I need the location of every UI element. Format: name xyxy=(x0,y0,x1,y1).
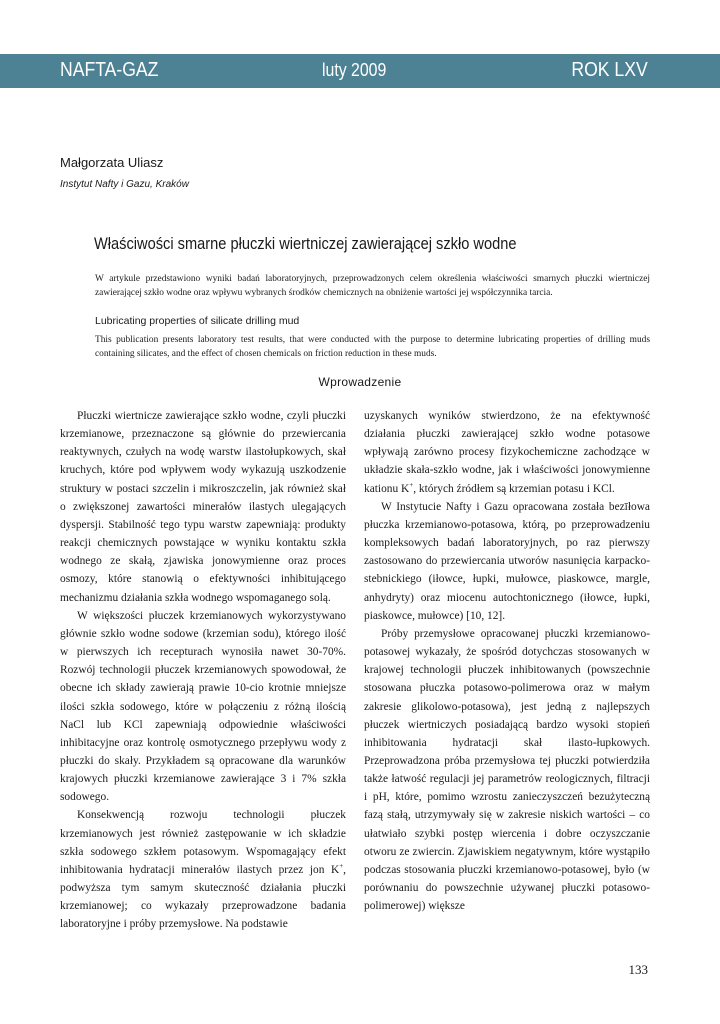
paragraph: W Instytucie Nafty i Gazu opracowana została bezīłowa płuczka krzemianowo-potasowa, którą, po przeprowadzeniu kompleksowych badań laboratoryjnych, po raz pierwszy zastosowano do przewiercania utworów nasunięcia karpacko-stebnickiego (iłowce, łupki, mułowce, piaskowce, margle, anhydryty) oraz miocenu autochtonicznego (iłowce, łupki, piaskowce, mułowce) [10, 12]. xyxy=(364,500,650,622)
paragraph-text: , podwyższa tym samym skuteczność działania płuczki krzemianowej; co wykazały przeprowadzone badania laboratoryjne i próby przemysłowe. Na podstawie xyxy=(60,863,346,931)
paragraph xyxy=(364,407,650,498)
article-title: Właściwości smarne płuczki wiertniczej zawierającej szkło wodne xyxy=(94,234,517,253)
section-heading: Wprowadzenie xyxy=(318,375,402,389)
author-affiliation: Instytut Nafty i Gazu, Kraków xyxy=(60,179,189,190)
paragraph-text: uzyskanych wyników stwierdzono, że na efektywność działania płuczki zawierającej szkło wodne potasowe wpływają zarówno procesy fizykochemiczne zachodzące w układzie skała-szkło wodne, jak i właściwości jonowymienne kationu K xyxy=(364,410,650,495)
paragraph: Płuczki wiertnicze zawierające szkło wodne, czyli płuczki krzemianowe, przeznaczone są głównie do przewiercania reaktywnych, czułych na wodę warstw ilastołupkowych, skał kruchych, które pod wpływem wody wykazują uszkodzenie struktury w postaci szczelin i mikroszczelin, jak również skał o zwiększonej zawartości minerałów ilastych ulegających dyspersji. Stabilność tego typu warstw zapewniają: produkty reakcji chemicznych powstające w wyniku kontaktu szkła wodnego ze skałą, zjawiska jonowymienne oraz proces osmozy, które stanowią o efektywności inhibitującego mechanizmu działania szkła wodnego wspomaganego solą. xyxy=(60,410,346,604)
abstract-english: This publication presents laboratory test results, that were conducted with the purpose to determine lubricating properties of drilling muds containing silicates, and the effect of chosen chemicals on friction reduction in these muds. xyxy=(95,335,650,359)
article-title-english: Lubricating properties of silicate drilling mud xyxy=(95,315,300,327)
body-column-left xyxy=(60,407,346,934)
superscript: + xyxy=(339,862,344,871)
issue-date: luty 2009 xyxy=(322,60,387,80)
abstract-polish: W artykule przedstawiono wyniki badań laboratoryjnych, przeprowadzonych celem określenia właściwości smarnych płuczki wiertniczej zawierającej szkło wodne oraz wpływu wybranych środków chemicznych na obniżenie wartości jej współczynnika tarcia. xyxy=(95,274,650,298)
author-name: Małgorzata Uliasz xyxy=(60,155,164,170)
page-number: 133 xyxy=(628,962,648,977)
journal-volume: ROK LXV xyxy=(571,59,648,81)
journal-name: NAFTA-GAZ xyxy=(60,59,159,81)
journal-header-banner xyxy=(0,54,720,88)
paragraph-text: Konsekwencją rozwoju technologii płuczek krzemianowych jest również zastępowanie w ich składzie szkła sodowego szkłem potasowym. Wspomagający efekt inhibitowania hydratacji minerałów ilastych przez jon K xyxy=(60,809,346,876)
superscript: + xyxy=(409,480,414,489)
paragraph: Próby przemysłowe opracowanej płuczki krzemianowo-potasowej wykazały, że spośród dotychczas stosowanych w krajowej technologii płuczek inhibitowanych (powszechnie stosowana płuczka potasowo-polimerowa oraz w małym zakresie glikolowo-potasowa), jest jedną z najlepszych płuczek wiertniczych posiadającą bardzo wysoki stopień inhibitowania hydratacji skał ilasto-łupkowych. Przeprowadzona próba przemysłowa tej płuczki potwierdziła także łatwość regulacji jej parametrów reologicznych, filtracji i pH, które, pomimo wzrostu zanieczyszczeń bezużyteczną fazą stałą, utrzymywały się w zakresie niskich wartości – co ułatwiało szybki postęp wiercenia i dobre oczyszczanie otworu ze zwiercin. Zjawiskiem negatywnym, które wystąpiło podczas stosowania płuczki krzemianowo-potasowej, było (w porównaniu do powszechnie używanej płuczki potasowo-polimerowej) większe xyxy=(364,627,650,913)
paragraph xyxy=(60,806,346,933)
paragraph-text: , których źródłem są krzemian potasu i KCl. xyxy=(413,482,615,495)
body-column-right xyxy=(364,407,650,915)
paragraph: W większości płuczek krzemianowych wykorzystywano głównie szkło wodne sodowe (krzemian sodu), którego ilość w pierwszych ich recepturach wynosiła nawet 30-70%. Rozwój technologii płuczek krzemianowych spowodował, że obecne ich składy zawierają prawie 10-cio krotnie mniejsze ilości szkła sodowego, które w połączeniu z różną ilością NaCl lub KCl zapewniają odpowiednie właściwości inhibitacyjne oraz kontrolę osmotycznego przepływu wody z płuczki do skały. Przykładem są opracowane dla warunków krajowych płuczki krzemianowe zawierające 3 i 7% szkła sodowego. xyxy=(60,609,346,804)
